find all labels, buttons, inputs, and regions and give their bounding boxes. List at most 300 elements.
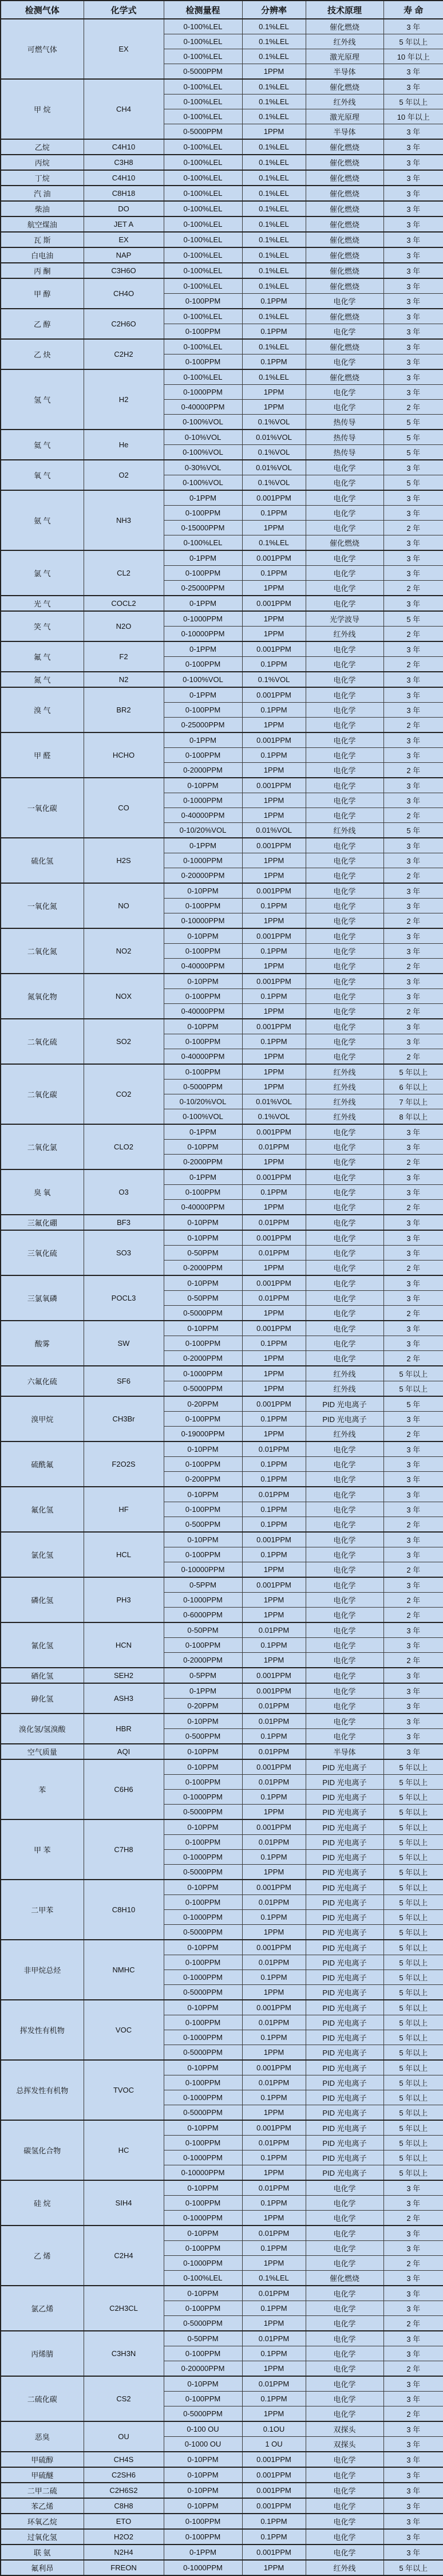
range-cell: 0-100PPM xyxy=(164,944,242,959)
formula-cell: DO xyxy=(84,201,164,216)
resolution-cell: 0.1PPM xyxy=(242,989,306,1004)
resolution-cell: 0.1%VOL xyxy=(242,672,306,687)
table-row xyxy=(1,1714,443,1729)
principle-cell: 电化学 xyxy=(306,959,383,974)
formula-cell: HCN xyxy=(84,1622,164,1668)
principle-cell: 电化学 xyxy=(306,2361,383,2377)
resolution-cell: 0.001PPM xyxy=(242,2120,306,2136)
table-row xyxy=(1,490,443,506)
formula-cell: CH4 xyxy=(84,79,164,139)
resolution-cell: 0.001PPM xyxy=(242,1532,306,1547)
life-cell: 3 年 xyxy=(383,155,443,170)
life-cell: 10 年以上 xyxy=(383,49,443,64)
table-row xyxy=(1,672,443,687)
column-header-4: 技术原理 xyxy=(306,1,383,19)
principle-cell: 电化学 xyxy=(306,2346,383,2361)
formula-cell: NOX xyxy=(84,974,164,1019)
principle-cell: 电化学 xyxy=(306,868,383,884)
principle-cell: PID 光电离子 xyxy=(306,1880,383,1895)
resolution-cell: 0.1PPM xyxy=(242,1729,306,1744)
principle-cell: PID 光电离子 xyxy=(306,1910,383,1925)
resolution-cell: 0.1%LEL xyxy=(242,109,306,124)
principle-cell: PID 光电离子 xyxy=(306,2060,383,2075)
range-cell: 0-10000PPM xyxy=(164,1562,242,1578)
range-cell: 0-10PPM xyxy=(164,1744,242,1759)
range-cell: 0-100PPM xyxy=(164,703,242,718)
life-cell: 3 年 xyxy=(383,2180,443,2196)
life-cell: 2 年 xyxy=(383,1351,443,1366)
life-cell: 3 年 xyxy=(383,1502,443,1517)
life-cell: 3 年 xyxy=(383,355,443,370)
resolution-cell: 1PPM xyxy=(242,1562,306,1578)
principle-cell: PID 光电离子 xyxy=(306,2165,383,2181)
life-cell: 2 年 xyxy=(383,2211,443,2226)
resolution-cell: 0.001PPM xyxy=(242,928,306,944)
principle-cell: 电化学 xyxy=(306,1441,383,1457)
resolution-cell: 1PPM xyxy=(242,581,306,596)
principle-cell: 电化学 xyxy=(306,2452,383,2467)
gas-cell: 二甲苯 xyxy=(1,1880,84,1940)
range-cell: 0-100PPM xyxy=(164,1064,242,1080)
principle-cell: 电化学 xyxy=(306,1502,383,1517)
principle-cell: 电化学 xyxy=(306,1517,383,1533)
range-cell: 0-1PPM xyxy=(164,550,242,566)
resolution-cell: 0.1%LEL xyxy=(242,247,306,263)
range-cell: 0-40000PPM xyxy=(164,1004,242,1019)
resolution-cell: 0.1%LEL xyxy=(242,34,306,49)
table-row xyxy=(1,838,443,853)
resolution-cell: 0.01PPM xyxy=(242,1622,306,1638)
range-cell: 0-1000PPM xyxy=(164,2211,242,2226)
resolution-cell: 0.1PPM xyxy=(242,1412,306,1427)
formula-cell: CH4O xyxy=(84,278,164,309)
range-cell: 0-10PPM xyxy=(164,883,242,899)
formula-cell: O2 xyxy=(84,460,164,490)
principle-cell: 电化学 xyxy=(306,2406,383,2422)
resolution-cell: 1PPM xyxy=(242,763,306,778)
principle-cell: 电化学 xyxy=(306,2514,383,2529)
resolution-cell: 0.001PPM xyxy=(242,1230,306,1246)
resolution-cell: 1PPM xyxy=(242,1064,306,1080)
range-cell: 0-40000PPM xyxy=(164,959,242,974)
life-cell: 2 年 xyxy=(383,1261,443,1276)
life-cell: 6 年以上 xyxy=(383,1080,443,1094)
range-cell: 0-10PPM xyxy=(164,1140,242,1155)
table-row xyxy=(1,2560,443,2575)
life-cell: 5 年 xyxy=(383,475,443,491)
table-row xyxy=(1,460,443,475)
life-cell: 5 年以上 xyxy=(383,2015,443,2030)
principle-cell: 电化学 xyxy=(306,703,383,718)
life-cell: 5 年以上 xyxy=(383,2136,443,2150)
resolution-cell: 0.01PPM xyxy=(242,1744,306,1759)
life-cell: 3 年 xyxy=(383,2545,443,2560)
life-cell: 3 年 xyxy=(383,1169,443,1185)
principle-cell: 红外线 xyxy=(306,94,383,109)
formula-cell: CLO2 xyxy=(84,1124,164,1169)
formula-cell: NAP xyxy=(84,247,164,263)
principle-cell: 电化学 xyxy=(306,1275,383,1291)
formula-cell: C6H6 xyxy=(84,1759,164,1819)
table-row xyxy=(1,1321,443,1336)
range-cell: 0-50PPM xyxy=(164,2331,242,2346)
resolution-cell: 0.1%LEL xyxy=(242,19,306,34)
formula-cell: C4H10 xyxy=(84,139,164,155)
principle-cell: PID 光电离子 xyxy=(306,1790,383,1805)
life-cell: 2 年 xyxy=(383,1517,443,1533)
life-cell: 3 年 xyxy=(383,1230,443,1246)
gas-cell: 氮氧化物 xyxy=(1,974,84,1019)
range-cell: 0-100PPM xyxy=(164,566,242,581)
resolution-cell: 0.001PPM xyxy=(242,2498,306,2514)
resolution-cell: 0.1PPM xyxy=(242,1336,306,1351)
range-cell: 0-100PPM xyxy=(164,989,242,1004)
resolution-cell: 1PPM xyxy=(242,2105,306,2121)
resolution-cell: 0.01PPM xyxy=(242,2180,306,2196)
resolution-cell: 0.001PPM xyxy=(242,2000,306,2015)
formula-cell: HF xyxy=(84,1487,164,1532)
range-cell: 0-10PPM xyxy=(164,778,242,793)
life-cell: 3 年 xyxy=(383,838,443,853)
principle-cell: PID 光电离子 xyxy=(306,1895,383,1910)
principle-cell: 电化学 xyxy=(306,1019,383,1034)
formula-cell: O3 xyxy=(84,1169,164,1215)
life-cell: 2 年 xyxy=(383,1562,443,1578)
range-cell: 0-10PPM xyxy=(164,1940,242,1955)
resolution-cell: 0.001PPM xyxy=(242,1169,306,1185)
principle-cell: 电化学 xyxy=(306,2256,383,2271)
range-cell: 0-500PPM xyxy=(164,1517,242,1533)
range-cell: 0-10PPM xyxy=(164,1819,242,1835)
principle-cell: 电化学 xyxy=(306,2316,383,2331)
principle-cell: 电化学 xyxy=(306,687,383,703)
range-cell: 0-100PPM xyxy=(164,1547,242,1562)
formula-cell: SW xyxy=(84,1321,164,1366)
range-cell: 0-1000PPM xyxy=(164,2560,242,2575)
gas-cell: 碳氢化合物 xyxy=(1,2120,84,2180)
principle-cell: 电化学 xyxy=(306,2180,383,2196)
gas-cell: 酸雾 xyxy=(1,1321,84,1366)
life-cell: 3 年 xyxy=(383,2392,443,2406)
life-cell: 3 年 xyxy=(383,1019,443,1034)
table-row xyxy=(1,550,443,566)
life-cell: 3 年 xyxy=(383,1457,443,1472)
resolution-cell: 1PPM xyxy=(242,1351,306,1366)
principle-cell: 电化学 xyxy=(306,1487,383,1502)
range-cell: 0-100%LEL xyxy=(164,155,242,170)
resolution-cell: 1 OU xyxy=(242,2437,306,2452)
life-cell: 2 年 xyxy=(383,627,443,642)
principle-cell: 电化学 xyxy=(306,2545,383,2560)
range-cell: 0-500PPM xyxy=(164,1729,242,1744)
range-cell: 0-100%LEL xyxy=(164,369,242,385)
resolution-cell: 0.1PPM xyxy=(242,2196,306,2211)
range-cell: 0-10PPM xyxy=(164,2286,242,2301)
resolution-cell: 0.1PPM xyxy=(242,1034,306,1049)
life-cell: 5 年以上 xyxy=(383,2090,443,2105)
gas-cell: 总挥发性有机物 xyxy=(1,2060,84,2120)
gas-cell: 空气质量 xyxy=(1,1744,84,1759)
resolution-cell: 1PPM xyxy=(242,913,306,929)
principle-cell: 电化学 xyxy=(306,808,383,823)
resolution-cell: 0.1PPM xyxy=(242,1970,306,1985)
gas-cell: 柴油 xyxy=(1,201,84,216)
range-cell: 0-2000PPM xyxy=(164,1155,242,1170)
life-cell: 3 年 xyxy=(383,2241,443,2256)
principle-cell: 红外线 xyxy=(306,627,383,642)
resolution-cell: 1PPM xyxy=(242,1004,306,1019)
life-cell: 3 年 xyxy=(383,64,443,80)
life-cell: 3 年 xyxy=(383,535,443,551)
resolution-cell: 0.001PPM xyxy=(242,1683,306,1699)
range-cell: 0-100PPM xyxy=(164,657,242,672)
formula-cell: C2H2 xyxy=(84,339,164,369)
principle-cell: 电化学 xyxy=(306,1729,383,1744)
range-cell: 0-50PPM xyxy=(164,1291,242,1306)
table-row xyxy=(1,883,443,899)
range-cell: 0-100PPM xyxy=(164,1502,242,1517)
gas-cell: 恶臭 xyxy=(1,2421,84,2452)
principle-cell: 电化学 xyxy=(306,1577,383,1593)
resolution-cell: 0.001PPM xyxy=(242,1577,306,1593)
principle-cell: PID 光电离子 xyxy=(306,1775,383,1790)
principle-cell: PID 光电离子 xyxy=(306,1865,383,1880)
range-cell: 0-2000PPM xyxy=(164,763,242,778)
table-row xyxy=(1,263,443,278)
range-cell: 0-5000PPM xyxy=(164,1985,242,2000)
gas-cell: 瓦 斯 xyxy=(1,232,84,247)
resolution-cell: 0.01PPM xyxy=(242,2331,306,2346)
range-cell: 0-10000PPM xyxy=(164,913,242,929)
life-cell: 3 年 xyxy=(383,170,443,186)
table-row xyxy=(1,186,443,201)
gas-cell: 甲 醇 xyxy=(1,278,84,309)
life-cell: 7 年以上 xyxy=(383,1094,443,1109)
range-cell: 0-1000PPM xyxy=(164,1593,242,1608)
principle-cell: PID 光电离子 xyxy=(306,2075,383,2090)
formula-cell: C3H3N xyxy=(84,2331,164,2376)
table-row xyxy=(1,1940,443,1955)
column-header-3: 分辨率 xyxy=(242,1,306,19)
life-cell: 3 年 xyxy=(383,2452,443,2467)
range-cell: 0-100%LEL xyxy=(164,309,242,324)
range-cell: 0-1000PPM xyxy=(164,793,242,808)
gas-cell: 光 气 xyxy=(1,596,84,611)
principle-cell: 电化学 xyxy=(306,2226,383,2241)
gas-cell: 苯 xyxy=(1,1759,84,1819)
life-cell: 3 年 xyxy=(383,339,443,355)
resolution-cell: 1PPM xyxy=(242,868,306,884)
table-row xyxy=(1,1487,443,1502)
formula-cell: H2S xyxy=(84,838,164,883)
resolution-cell: 0.1%LEL xyxy=(242,186,306,201)
principle-cell: 催化燃烧 xyxy=(306,19,383,34)
principle-cell: 电化学 xyxy=(306,2529,383,2545)
life-cell: 2 年 xyxy=(383,581,443,596)
life-cell: 5 年以上 xyxy=(383,2105,443,2121)
life-cell: 5 年以上 xyxy=(383,2030,443,2045)
principle-cell: 半导体 xyxy=(306,1744,383,1759)
table-row xyxy=(1,1396,443,1412)
principle-cell: 电化学 xyxy=(306,657,383,672)
resolution-cell: 0.01PPM xyxy=(242,1775,306,1790)
gas-cell: 二氧化硫 xyxy=(1,1019,84,1064)
resolution-cell: 1PPM xyxy=(242,808,306,823)
principle-cell: 催化燃烧 xyxy=(306,170,383,186)
life-cell: 2 年 xyxy=(383,1653,443,1668)
formula-cell: C2H6S2 xyxy=(84,2483,164,2498)
principle-cell: 电化学 xyxy=(306,1321,383,1336)
life-cell: 2 年 xyxy=(383,657,443,672)
formula-cell: N2O xyxy=(84,611,164,641)
principle-cell: 红外线 xyxy=(306,1109,383,1125)
principle-cell: 催化燃烧 xyxy=(306,278,383,294)
life-cell: 3 年 xyxy=(383,1275,443,1291)
resolution-cell: 0.1%LEL xyxy=(242,79,306,94)
resolution-cell: 1PPM xyxy=(242,1805,306,1820)
resolution-cell: 0.1PPM xyxy=(242,355,306,370)
life-cell: 5 年以上 xyxy=(383,1366,443,1381)
range-cell: 0-5PPM xyxy=(164,1668,242,1683)
range-cell: 0-5000PPM xyxy=(164,1306,242,1321)
range-cell: 0-10PPM xyxy=(164,2376,242,2392)
principle-cell: 催化燃烧 xyxy=(306,2271,383,2286)
resolution-cell: 0.1%LEL xyxy=(242,535,306,551)
gas-cell: 溴甲烷 xyxy=(1,1396,84,1441)
resolution-cell: 1PPM xyxy=(242,1593,306,1608)
principle-cell: 红外线 xyxy=(306,1427,383,1442)
table-row xyxy=(1,278,443,294)
formula-cell: C2H3CL xyxy=(84,2286,164,2331)
range-cell: 0-1PPM xyxy=(164,1124,242,1140)
principle-cell: 电化学 xyxy=(306,2211,383,2226)
life-cell: 3 年 xyxy=(383,460,443,475)
resolution-cell: 0.1PPM xyxy=(242,2241,306,2256)
gas-cell: 挥发性有机物 xyxy=(1,2000,84,2060)
principle-cell: 电化学 xyxy=(306,913,383,929)
table-row xyxy=(1,232,443,247)
resolution-cell: 1PPM xyxy=(242,853,306,868)
principle-cell: 催化燃烧 xyxy=(306,232,383,247)
life-cell: 5 年 xyxy=(383,415,443,430)
resolution-cell: 0.01PPM xyxy=(242,1699,306,1714)
resolution-cell: 0.01PPM xyxy=(242,2136,306,2150)
principle-cell: 催化燃烧 xyxy=(306,155,383,170)
resolution-cell: 0.001PPM xyxy=(242,2060,306,2075)
formula-cell: CL2 xyxy=(84,550,164,596)
range-cell: 0-100%VOL xyxy=(164,1109,242,1125)
principle-cell: 半导体 xyxy=(306,64,383,80)
gas-cell: 甲硫醇 xyxy=(1,2452,84,2467)
principle-cell: 电化学 xyxy=(306,1683,383,1699)
principle-cell: 电化学 xyxy=(306,596,383,611)
principle-cell: 电化学 xyxy=(306,672,383,687)
range-cell: 0-100%LEL xyxy=(164,278,242,294)
range-cell: 0-25000PPM xyxy=(164,581,242,596)
resolution-cell: 1PPM xyxy=(242,2406,306,2422)
resolution-cell: 1PPM xyxy=(242,1865,306,1880)
range-cell: 0-5000PPM xyxy=(164,124,242,140)
table-row xyxy=(1,309,443,324)
resolution-cell: 0.01PPM xyxy=(242,1955,306,1970)
resolution-cell: 0.01PPM xyxy=(242,1140,306,1155)
formula-cell: VOC xyxy=(84,2000,164,2060)
table-row xyxy=(1,732,443,748)
gas-cell: 三氧化硫 xyxy=(1,1230,84,1275)
resolution-cell: 0.1PPM xyxy=(242,566,306,581)
range-cell: 0-1PPM xyxy=(164,1169,242,1185)
life-cell: 3 年 xyxy=(383,2301,443,2316)
table-row xyxy=(1,247,443,263)
resolution-cell: 0.001PPM xyxy=(242,550,306,566)
resolution-cell: 0.1PPM xyxy=(242,2346,306,2361)
life-cell: 3 年 xyxy=(383,672,443,687)
range-cell: 0-1000PPM xyxy=(164,1366,242,1381)
range-cell: 0-1PPM xyxy=(164,641,242,657)
resolution-cell: 1PPM xyxy=(242,1381,306,1397)
life-cell: 3 年 xyxy=(383,2467,443,2483)
table-row xyxy=(1,1275,443,1291)
resolution-cell: 0.1PPM xyxy=(242,1910,306,1925)
principle-cell: 红外线 xyxy=(306,1366,383,1381)
table-row xyxy=(1,2180,443,2196)
principle-cell: 电化学 xyxy=(306,1699,383,1714)
principle-cell: 电化学 xyxy=(306,793,383,808)
principle-cell: 半导体 xyxy=(306,124,383,140)
life-cell: 5 年以上 xyxy=(383,1835,443,1850)
principle-cell: PID 光电离子 xyxy=(306,1396,383,1412)
formula-cell: C7H8 xyxy=(84,1819,164,1880)
resolution-cell: 0.1PPM xyxy=(242,1502,306,1517)
resolution-cell: 1PPM xyxy=(242,1653,306,1668)
range-cell: 0-1000PPM xyxy=(164,2150,242,2165)
range-cell: 0-10PPM xyxy=(164,1019,242,1034)
table-row xyxy=(1,339,443,355)
formula-cell: PH3 xyxy=(84,1577,164,1622)
range-cell: 0-100%VOL xyxy=(164,672,242,687)
life-cell: 2 年 xyxy=(383,1049,443,1065)
life-cell: 3 年 xyxy=(383,2226,443,2241)
table-row xyxy=(1,596,443,611)
range-cell: 0-100%LEL xyxy=(164,2271,242,2286)
life-cell: 2 年 xyxy=(383,1593,443,1608)
range-cell: 0-10PPM xyxy=(164,1487,242,1502)
gas-cell: 白电油 xyxy=(1,247,84,263)
table-row xyxy=(1,1622,443,1638)
principle-cell: PID 光电离子 xyxy=(306,1759,383,1775)
resolution-cell: 0.01PPM xyxy=(242,1291,306,1306)
principle-cell: 电化学 xyxy=(306,324,383,340)
principle-cell: 催化燃烧 xyxy=(306,247,383,263)
range-cell: 0-10PPM xyxy=(164,974,242,989)
resolution-cell: 1PPM xyxy=(242,2256,306,2271)
resolution-cell: 0.001PPM xyxy=(242,2483,306,2498)
life-cell: 8 年以上 xyxy=(383,1109,443,1125)
principle-cell: 电化学 xyxy=(306,732,383,748)
life-cell: 3 年 xyxy=(383,1412,443,1427)
table-row xyxy=(1,1880,443,1895)
life-cell: 5 年 xyxy=(383,823,443,838)
table-row xyxy=(1,2376,443,2392)
formula-cell: F2 xyxy=(84,641,164,672)
resolution-cell: 0.1%LEL xyxy=(242,309,306,324)
range-cell: 0-100PPM xyxy=(164,748,242,763)
range-cell: 0-19000PPM xyxy=(164,1427,242,1442)
life-cell: 5 年 xyxy=(383,611,443,627)
principle-cell: 热传导 xyxy=(306,445,383,460)
principle-cell: 电化学 xyxy=(306,718,383,733)
principle-cell: 双探头 xyxy=(306,2437,383,2452)
